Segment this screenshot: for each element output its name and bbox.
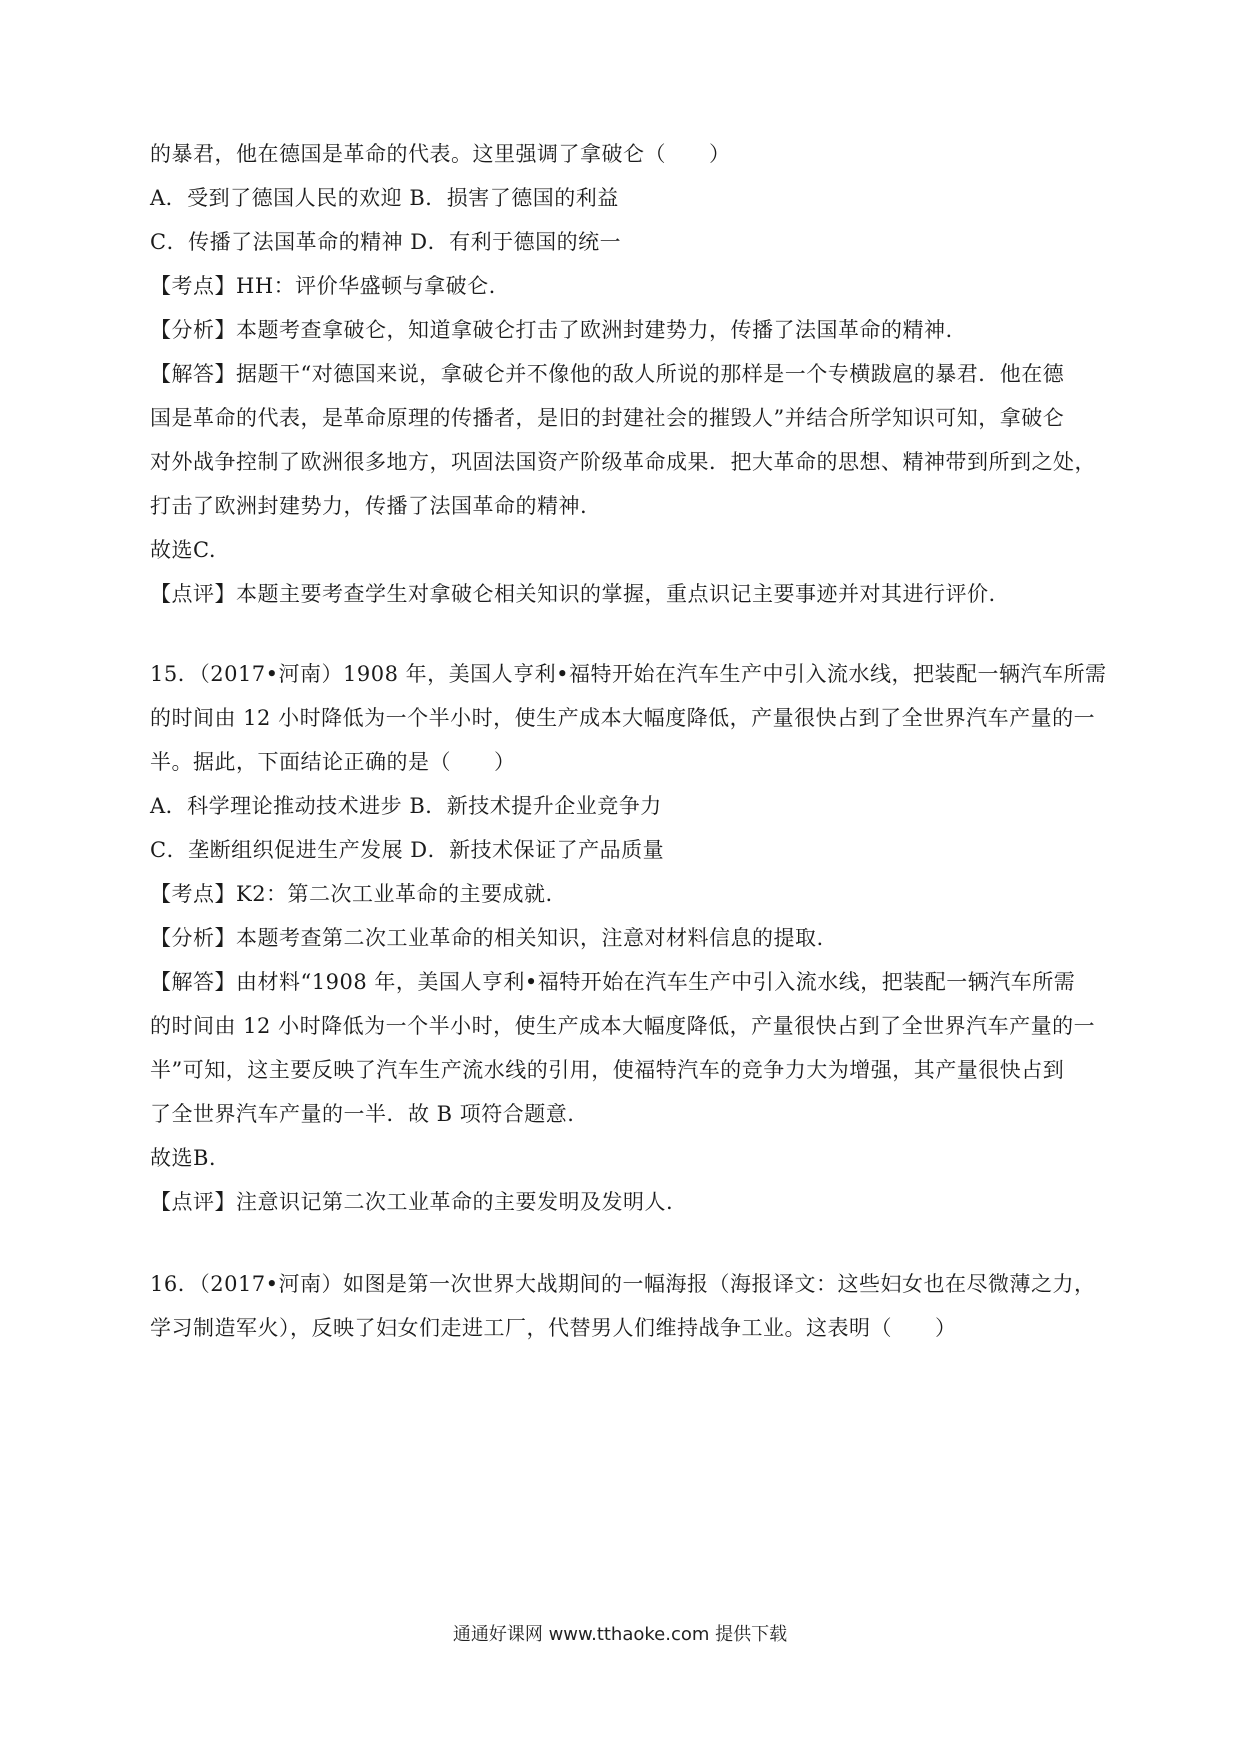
question-15-block [150,660,1107,1216]
option-line-ab: A．受到了德国人民的欢迎 B．损害了德国的利益 [150,186,619,210]
jieda-line-2: 国是革命的代表，是革命原理的传播者，是旧的封建社会的摧毁人”并结合所学知识可知，拿破仑 [150,406,1065,430]
fenxi-line: 【分析】本题考查第二次工业革命的相关知识，注意对材料信息的提取. [150,926,824,950]
question-16-block [150,1270,1100,1342]
question-stem-line-1: 15．（2017•河南）1908 年，美国人亨利•福特开始在汽车生产中引入流水线，把装配一辆汽车所需 [150,662,1107,686]
kaodian-line: 【考点】K2：第二次工业革命的主要成就. [150,882,553,906]
jieda-line-3: 半”可知，这主要反映了汽车生产流水线的引用，使福特汽车的竞争力大为增强，其产量很快占到 [150,1058,1065,1082]
jieda-line-2: 的时间由 12 小时降低为一个半小时，使生产成本大幅度降低，产量很快占到了全世界汽车产量的一 [150,1014,1096,1038]
question-stem-line-3: 半。据此，下面结论正确的是（ ） [150,750,516,774]
question-stem-line-2: 学习制造军火），反映了妇女们走进工厂，代替男人们维持战争工业。这表明（ ） [150,1316,957,1340]
question-stem-line-2: 的时间由 12 小时降低为一个半小时，使生产成本大幅度降低，产量很快占到了全世界汽车产量的一 [150,706,1096,730]
answer-choice-line: 故选C. [150,538,216,562]
jieda-line-1: 【解答】据题干“对德国来说，拿破仑并不像他的敌人所说的那样是一个专横跋扈的暴君．他在德 [150,362,1065,386]
download-footer: 通通好课网 www.tthaoke.com 提供下载 [452,1624,788,1645]
answer-choice-line: 故选B. [150,1146,217,1170]
dianping-line: 【点评】注意识记第二次工业革命的主要发明及发明人. [150,1190,674,1214]
option-line-cd: C．垄断组织促进生产发展 D．新技术保证了产品质量 [150,838,665,862]
question-14-answer-block [150,140,1100,608]
fenxi-line: 【分析】本题考查拿破仑，知道拿破仑打击了欧洲封建势力，传播了法国革命的精神. [150,318,953,342]
jieda-line-4: 了全世界汽车产量的一半．故 B 项符合题意. [150,1102,575,1126]
jieda-line-1: 【解答】由材料“1908 年，美国人亨利•福特开始在汽车生产中引入流水线，把装配一辆汽车所需 [150,970,1076,994]
jieda-line-4: 打击了欧洲封建势力，传播了法国革命的精神. [150,494,588,518]
option-line-ab: A．科学理论推动技术进步 B．新技术提升企业竞争力 [150,794,662,818]
question-stem-line-1: 16．（2017•河南）如图是第一次世界大战期间的一幅海报（海报译文：这些妇女也在尽微薄之力， [150,1272,1096,1296]
question-stem-line: 的暴君，他在德国是革命的代表。这里强调了拿破仑（ ） [150,142,731,166]
jieda-line-3: 对外战争控制了欧洲很多地方，巩固法国资产阶级革命成果．把大革命的思想、精神带到所到之处， [150,450,1096,474]
kaodian-line: 【考点】HH：评价华盛顿与拿破仑. [150,274,496,298]
option-line-cd: C．传播了法国革命的精神 D．有利于德国的统一 [150,230,622,254]
dianping-line: 【点评】本题主要考查学生对拿破仑相关知识的掌握，重点识记主要事迹并对其进行评价. [150,582,996,606]
